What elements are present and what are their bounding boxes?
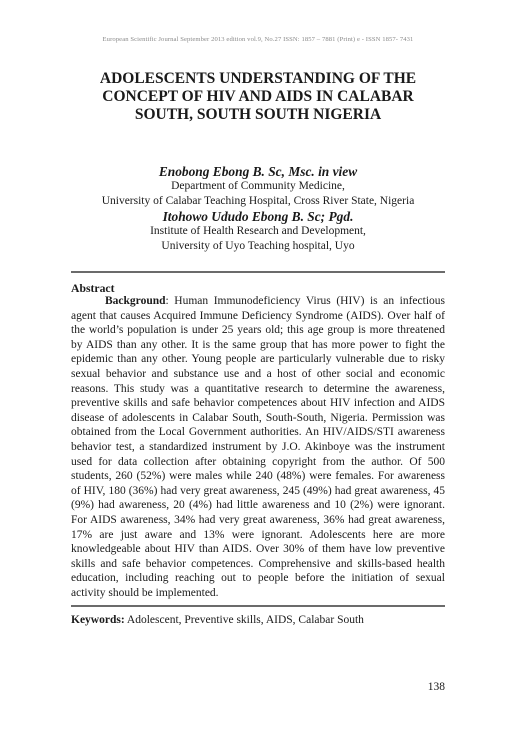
- page-number: 138: [427, 681, 445, 693]
- keywords-label: Keywords:: [71, 614, 125, 626]
- abstract-body: [71, 294, 445, 600]
- title-line-1: ADOLESCENTS UNDERSTANDING OF THE: [99, 70, 417, 87]
- running-header: European Scientific Journal September 2013 edition vol.9, No.27 ISSN: 1857 – 7881 (Print) e - ISSN 1857- 7431: [102, 36, 414, 43]
- abstract-lead: Background: [105, 295, 166, 307]
- author-name-1: Enobong Ebong B. Sc, Msc. in view: [158, 164, 358, 179]
- abstract-text: : Human Immunodeficiency Virus (HIV) is an infectious agent that causes Acquired Immune Deficiency Syndrome (AIDS). Over half of the world’s population is under 25 years old; this age group is more threatened by AIDS than any other. It is the same group that has more power to fight the epidemic than any other. Young people are particularly vulnerable due to risky sexual behavior and substance use and a host of other social and economic reasons. This study was a quantitative research to determine the awareness, preventive skills and safe behavior competences about HIV infection and AIDS disease of adolescents in Calabar South, South-South, Nigeria. Permission was obtained from the Local Government authorities. An HIV/AIDS/STI awareness behavior test, a standardized instrument by J.O. Akinboye was the instrument used for data collection after obtaining copyright from the author. Of 500 students, 260 (52%) were males while 240 (48%) were females. For awareness of HIV, 180 (36%) had very great awareness, 245 (49%) had great awareness, 45 (9%) had awareness, 20 (4%) had little awareness and 10 (2%) were ignorant. For AIDS awareness, 34% had very great awareness, 36% had great awareness, 17% are just aware and 13% were ignorant. Adolescents here are more knowledgeable about HIV than AIDS. Over 30% of them have low preventive skills and safe behavior competences. Comprehensive and skills-based health education, including reaching out to people before the initiation of sexual activity should be implemented.: [71, 295, 445, 599]
- paper-title: [58, 70, 458, 124]
- abstract-top-rule: [71, 271, 445, 273]
- author-affiliation-2b: University of Uyo Teaching hospital, Uyo: [161, 240, 355, 252]
- keywords-line: [71, 614, 445, 626]
- author-affiliation-2a: Institute of Health Research and Development,: [150, 225, 366, 237]
- abstract-bottom-rule: [71, 605, 445, 607]
- author-affiliation-1a: Department of Community Medicine,: [171, 180, 345, 192]
- title-line-2: CONCEPT OF HIV AND AIDS IN CALABAR: [102, 88, 414, 105]
- keywords-text: Adolescent, Preventive skills, AIDS, Calabar South: [124, 614, 364, 626]
- title-line-3: SOUTH, SOUTH SOUTH NIGERIA: [134, 106, 382, 123]
- author-name-2: Itohowo Ududo Ebong B. Sc; Pgd.: [162, 209, 354, 224]
- abstract-heading: Abstract: [71, 282, 115, 295]
- author-block: [56, 164, 460, 254]
- author-affiliation-1b: University of Calabar Teaching Hospital, Cross River State, Nigeria: [101, 195, 415, 207]
